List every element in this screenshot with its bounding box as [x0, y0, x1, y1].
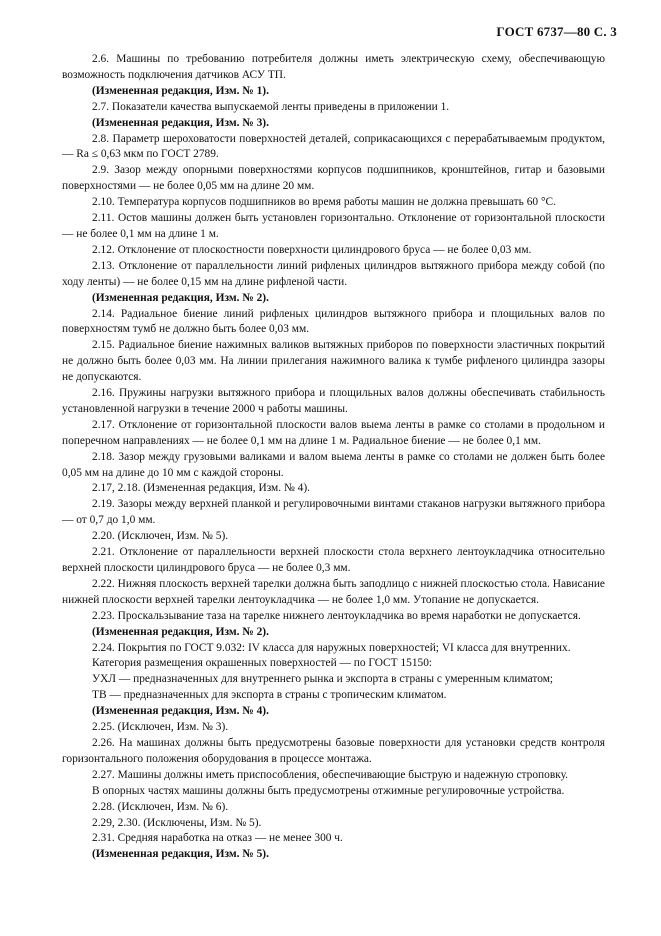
- clause-paragraph: 2.11. Остов машины должен быть установлен горизонтально. Отклонение от горизонтальной плоскости — не более 0,1 мм на длине 1 м.: [62, 212, 605, 240]
- clause-paragraph: 2.29, 2.30. (Исключены, Изм. № 5).: [92, 816, 262, 829]
- amendment-note: (Измененная редакция, Изм. № 3).: [92, 116, 269, 129]
- clause-paragraph: 2.19. Зазоры между верхней планкой и регулировочными винтами стаканов нагрузки вытяжного прибора — от 0,7 до 1,0 мм.: [62, 498, 605, 527]
- clause-paragraph: 2.21. Отклонение от параллельности верхней плоскости стола верхнего лентоукладчика относительно верхней плоскости цилиндрового бруса — не более 0,3 мм.: [62, 546, 605, 574]
- page-header: ГОСТ 6737—80 С. 3: [496, 24, 617, 39]
- clause-paragraph: 2.31. Средняя наработка на отказ — не менее 300 ч.: [92, 832, 343, 845]
- clause-paragraph: 2.23. Проскальзывание таза на тарелке нижнего лентоукладчика во время наработки не допускается.: [92, 609, 581, 622]
- clause-paragraph: 2.7. Показатели качества выпускаемой ленты приведены в приложении 1.: [92, 100, 450, 113]
- clause-paragraph: 2.13. Отклонение от параллельности линий рифленых цилиндров вытяжного прибора между собой (по ходу ленты) — не более 0,15 мм на длине рифленой части.: [62, 259, 605, 288]
- clause-paragraph: 2.15. Радиальное биение нажимных валиков вытяжных приборов по поверхности эластичных покрытий не должно быть более 0,03 мм. На линии прилегания нажимного валика к тумбе рифленого цилиндра зазоры не допускаются.: [62, 339, 605, 384]
- amendment-note: (Измененная редакция, Изм. № 5).: [92, 848, 269, 861]
- clause-paragraph: 2.16. Пружины нагрузки вытяжного прибора и площильных валов должны обеспечивать стабильность установленной нагрузки в течение 2000 ч работы машины.: [62, 387, 605, 415]
- clause-paragraph: 2.26. На машинах должны быть предусмотрены базовые поверхности для установки средств контроля горизонтального положения оборудования в процессе монтажа.: [62, 736, 605, 765]
- clause-paragraph: Категория размещения окрашенных поверхностей — по ГОСТ 15150:: [92, 657, 433, 670]
- clause-paragraph: 2.25. (Исключен, Изм. № 3).: [92, 721, 229, 734]
- clause-paragraph: 2.6. Машины по требованию потребителя должны иметь электрическую схему, обеспечивающую возможность подключения датчиков АСУ ТП.: [62, 53, 605, 81]
- clause-paragraph: УХЛ — предназначенных для внутреннего рынка и экспорта в страны с умеренным климатом;: [92, 673, 554, 686]
- document-body: [62, 52, 605, 863]
- amendment-note: (Измененная редакция, Изм. № 1).: [92, 84, 269, 97]
- amendment-note: (Измененная редакция, Изм. № 2).: [92, 625, 269, 638]
- clause-paragraph: 2.17. Отклонение от горизонтальной плоскости валов выема ленты в рамке со столами в продольном и поперечном направлениях — не более 0,1 мм на длине 1 м. Радиальное биение — не более 0,1 мм.: [62, 418, 605, 447]
- clause-paragraph: 2.10. Температура корпусов подшипников во время работы машин не должна превышать 60 °С.: [92, 196, 556, 209]
- clause-paragraph: 2.28. (Исключен, Изм. № 6).: [92, 800, 229, 813]
- clause-paragraph: ТВ — предназначенных для экспорта в страны с тропическим климатом.: [92, 689, 447, 702]
- clause-paragraph: 2.12. Отклонение от плоскостности поверхности цилиндрового бруса — не более 0,03 мм.: [92, 243, 532, 256]
- clause-paragraph: 2.17, 2.18. (Измененная редакция, Изм. № 4).: [92, 482, 310, 495]
- clause-paragraph: 2.24. Покрытия по ГОСТ 9.032: IV класса для наружных поверхностей; VI класса для внутренних.: [92, 641, 571, 654]
- clause-paragraph: 2.14. Радиальное биение линий рифленых цилиндров вытяжного прибора и площильных валов по поверхностям тумб не должно быть более 0,03 мм.: [62, 307, 605, 336]
- clause-paragraph: 2.22. Нижняя плоскость верхней тарелки должна быть заподлицо с нижней плоскостью стола. Нависание нижней плоскости верхней тарелки лентоукладчика — не более 1,0 мм. Утопание не допускается.: [62, 577, 605, 606]
- clause-paragraph: 2.18. Зазор между грузовыми валиками и валом выема ленты в рамке со столами не должен быть более 0,05 мм на длине до 10 мм с каждой стороны.: [62, 450, 605, 479]
- amendment-note: (Измененная редакция, Изм. № 2).: [92, 291, 269, 304]
- clause-paragraph: В опорных частях машины должны быть предусмотрены отжимные регулировочные устройства.: [92, 784, 565, 797]
- amendment-note: (Измененная редакция, Изм. № 4).: [92, 705, 269, 718]
- clause-paragraph: 2.20. (Исключен, Изм. № 5).: [92, 530, 229, 543]
- clause-paragraph: 2.27. Машины должны иметь приспособления, обеспечивающие быструю и надежную строповку.: [92, 768, 568, 781]
- clause-paragraph: 2.8. Параметр шероховатости поверхностей деталей, соприкасающихся с перерабатываемым продуктом, — Ra ≤ 0,63 мкм по ГОСТ 2789.: [62, 132, 605, 161]
- clause-paragraph: 2.9. Зазор между опорными поверхностями корпусов подшипников, кронштейнов, гитар и базовыми поверхностями — не более 0,05 мм на длине 20 мм.: [62, 164, 605, 193]
